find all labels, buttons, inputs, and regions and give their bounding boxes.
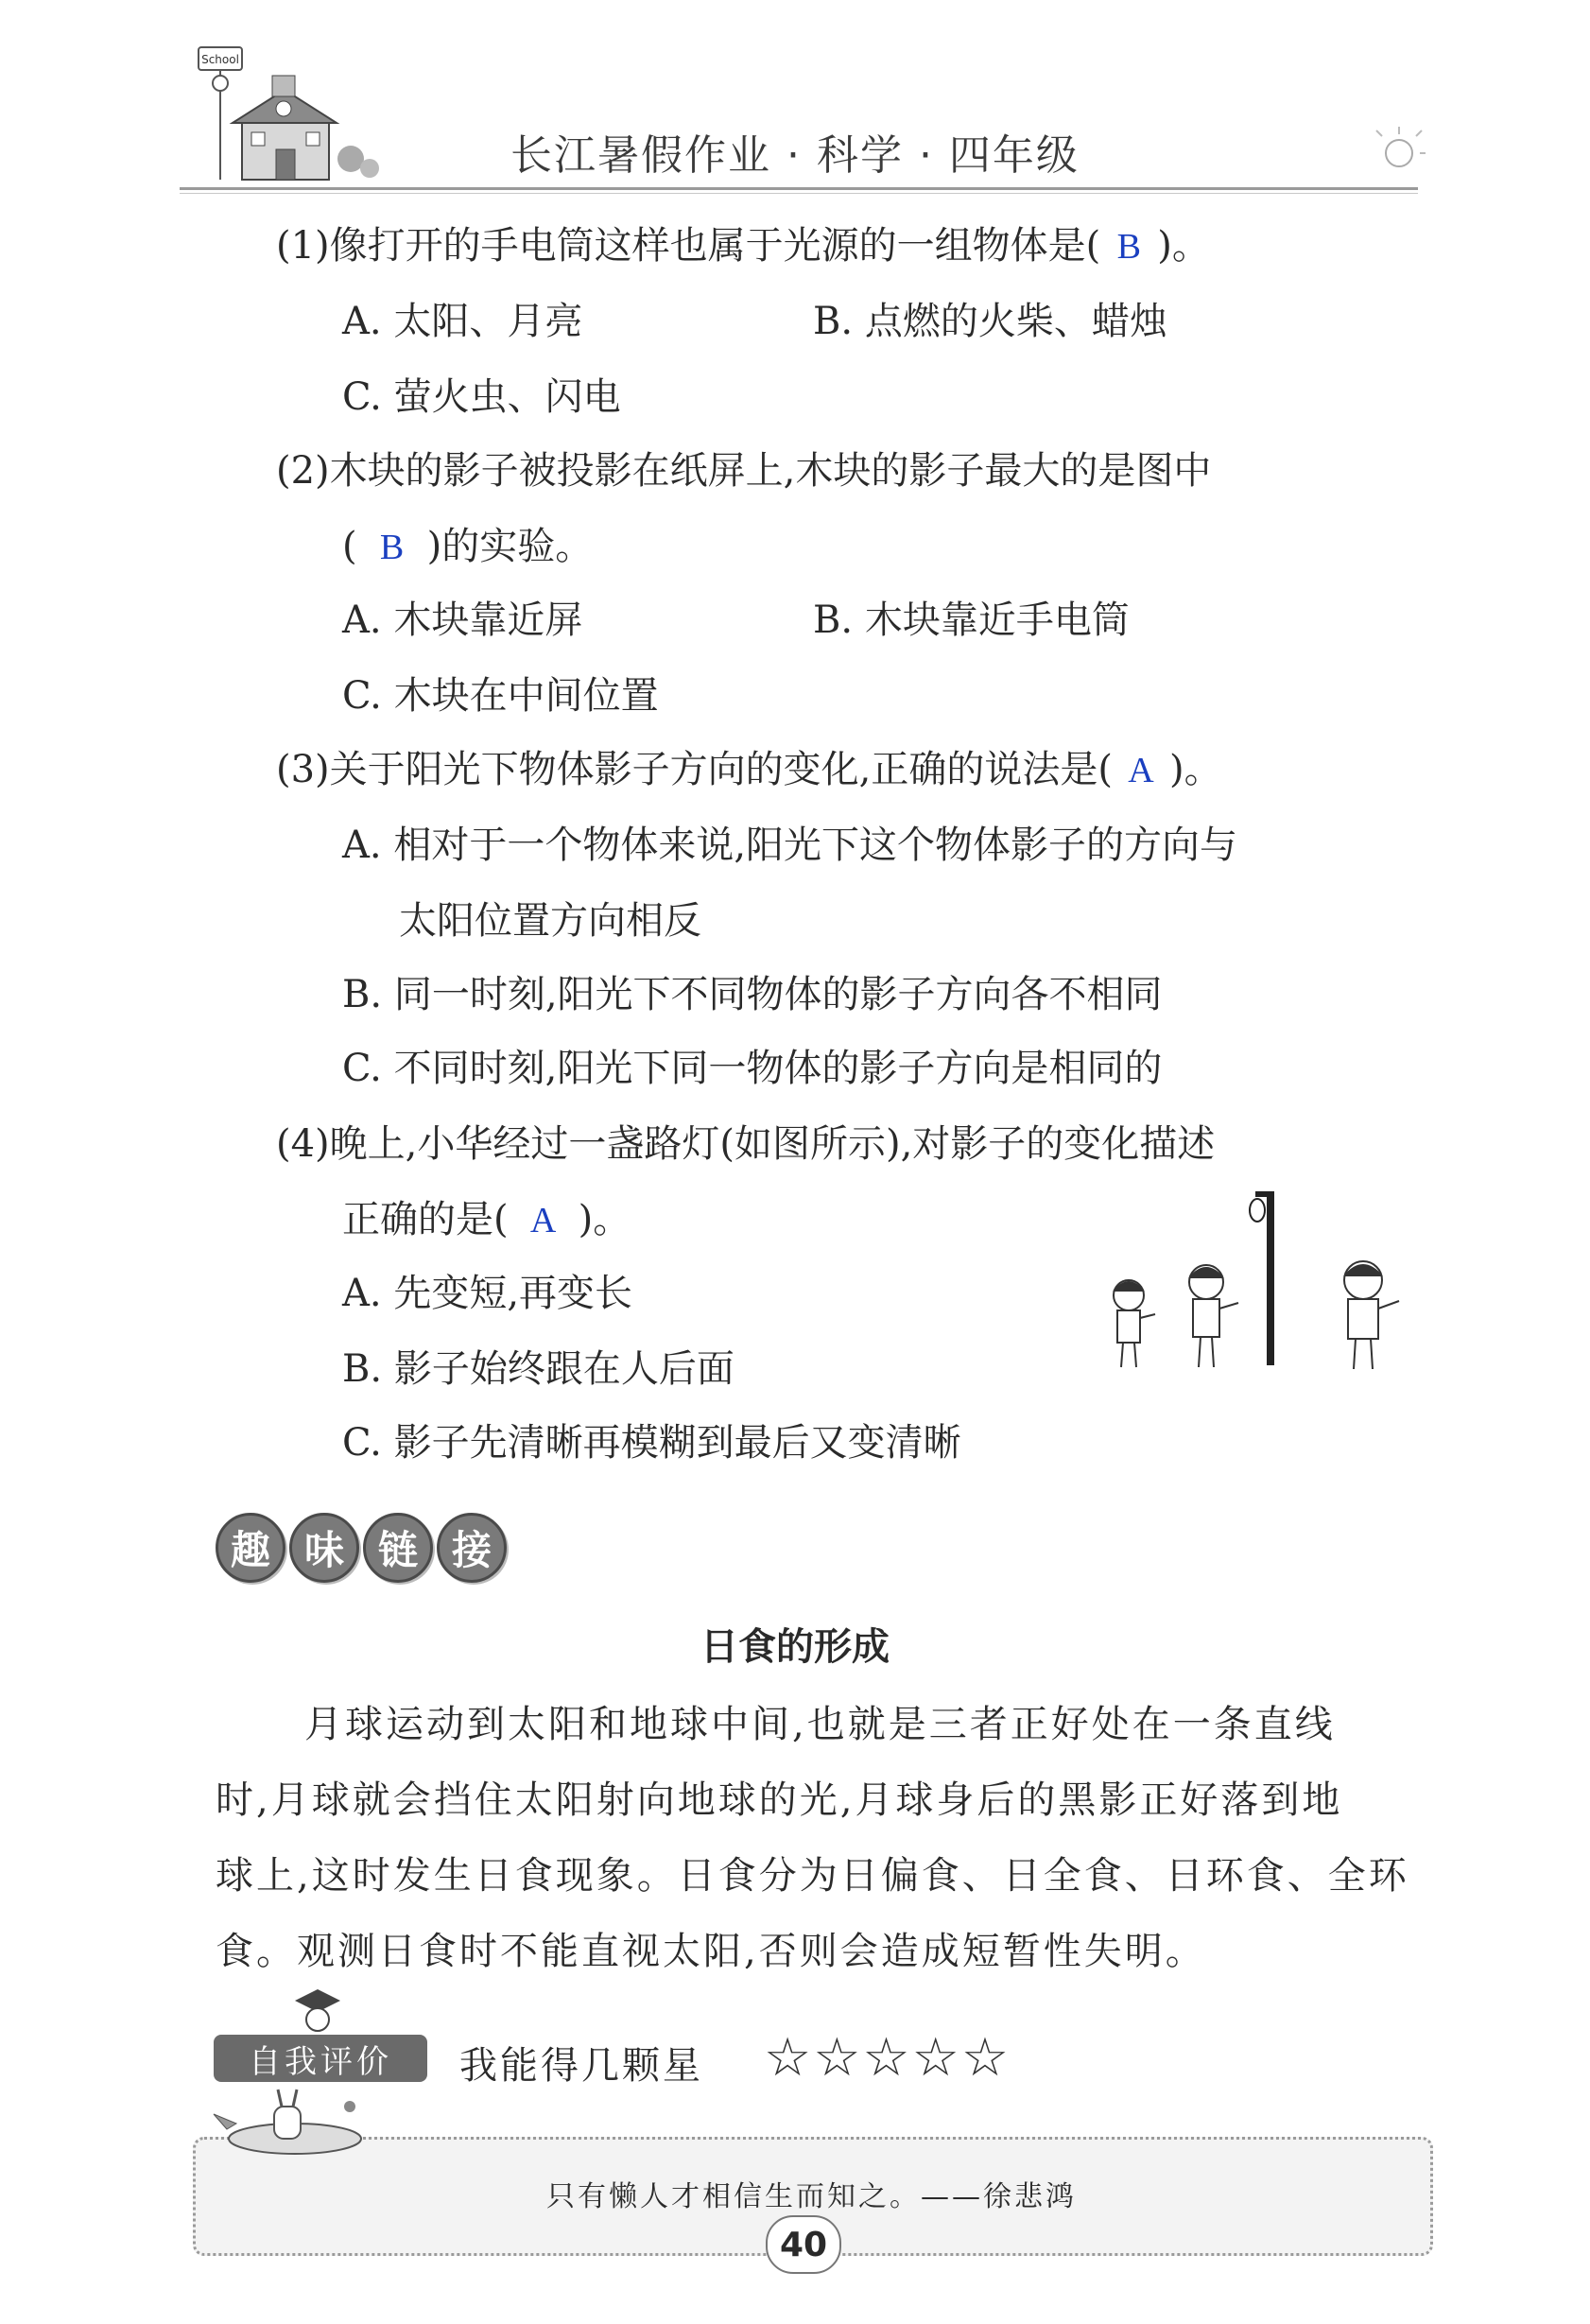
section-badge-fun-link	[216, 1513, 507, 1583]
question-3-option-c: C. 不同时刻,阳光下同一物体的影子方向是相同的	[342, 1047, 1163, 1090]
school-sign-text: School	[201, 53, 239, 66]
question-4-stem: (4)晚上,小华经过一盏路灯(如图所示),对影子的变化描述	[276, 1122, 1216, 1166]
question-2-stem: (2)木块的影子被投影在纸屏上,木块的影子最大的是图中	[276, 449, 1212, 493]
article-title: 日食的形成	[700, 1625, 890, 1669]
article-paragraph-line-4: 食。观测日食时不能直视太阳,否则会造成短暂性失明。	[216, 1930, 1206, 1973]
header-illustration	[185, 38, 412, 189]
question-4-option-b: B. 影子始终跟在人后面	[342, 1347, 735, 1391]
article-paragraph-line-1: 月球运动到太阳和地球中间,也就是三者正好处在一条直线	[304, 1703, 1336, 1746]
question-2-text-end: )的实验。	[426, 525, 594, 568]
boy-figure-right	[1344, 1261, 1399, 1369]
question-2-stem-line2	[342, 525, 594, 568]
badge-char-3: 链	[363, 1513, 433, 1583]
boy-figure-left	[1114, 1280, 1155, 1367]
question-2-option-a: A. 木块靠近屏	[342, 598, 583, 642]
question-1-option-c: C. 萤火虫、闪电	[342, 375, 621, 419]
self-eval-text: 我能得几颗星	[459, 2044, 703, 2088]
article-paragraph-line-3: 球上,这时发生日食现象。日食分为日偏食、日全食、日环食、全环	[216, 1854, 1409, 1898]
question-1-answer: B	[1116, 227, 1141, 267]
graduate-cap-icon	[289, 1984, 346, 2035]
question-4-option-c: C. 影子先清晰再模糊到最后又变清晰	[342, 1421, 961, 1465]
badge-char-4: 接	[437, 1513, 507, 1583]
footer-quote: 只有懒人才相信生而知之。——徐悲鸿	[546, 2180, 1077, 2213]
question-4-option-a: A. 先变短,再变长	[342, 1272, 633, 1315]
question-2-answer: B	[379, 528, 405, 567]
question-4-text: 正确的是(	[342, 1198, 509, 1241]
question-1-option-a: A. 太阳、月亮	[342, 300, 583, 343]
question-4-answer: A	[529, 1201, 557, 1240]
sun-icon	[1361, 123, 1427, 180]
question-1-text-end: )。	[1157, 224, 1210, 268]
question-1-text: (1)像打开的手电筒这样也属于光源的一组物体是(	[276, 224, 1101, 268]
question-2-option-b: B. 木块靠近手电筒	[813, 598, 1130, 642]
street-lamp-figure	[1097, 1182, 1418, 1390]
question-2-option-c: C. 木块在中间位置	[342, 674, 659, 718]
article-paragraph-line-2: 时,月球就会挡住太阳射向地球的光,月球身后的黑影正好落到地	[216, 1778, 1343, 1822]
question-4-stem-line2	[342, 1198, 631, 1241]
question-1-option-b: B. 点燃的火柴、蜡烛	[813, 300, 1167, 343]
question-4-text-end: )。	[578, 1198, 631, 1241]
question-3-option-a-cont: 太阳位置方向相反	[399, 899, 701, 943]
header-divider-thin	[180, 193, 1418, 194]
badge-char-1: 趣	[216, 1513, 285, 1583]
rating-stars[interactable]: ☆☆☆☆☆	[764, 2027, 1011, 2089]
self-eval-tag: 自我评价	[214, 2035, 427, 2082]
boy-figure-middle	[1189, 1265, 1238, 1367]
page-number: 40	[766, 2215, 841, 2274]
rabbit-plane-icon	[208, 2086, 369, 2161]
header-title: 长江暑假作业 · 科学 · 四年级	[510, 131, 1080, 180]
badge-char-2: 味	[289, 1513, 359, 1583]
question-3-text-end: )。	[1168, 748, 1222, 791]
question-2-open-paren: (	[342, 525, 357, 568]
question-3-stem	[276, 748, 1222, 791]
question-1-stem	[276, 224, 1210, 268]
question-3-option-a: A. 相对于一个物体来说,阳光下这个物体影子的方向与	[342, 824, 1238, 867]
question-3-answer: A	[1128, 751, 1154, 790]
question-3-text: (3)关于阳光下物体影子方向的变化,正确的说法是(	[276, 748, 1113, 791]
header-divider	[180, 187, 1418, 190]
question-3-option-b: B. 同一时刻,阳光下不同物体的影子方向各不相同	[342, 973, 1163, 1016]
